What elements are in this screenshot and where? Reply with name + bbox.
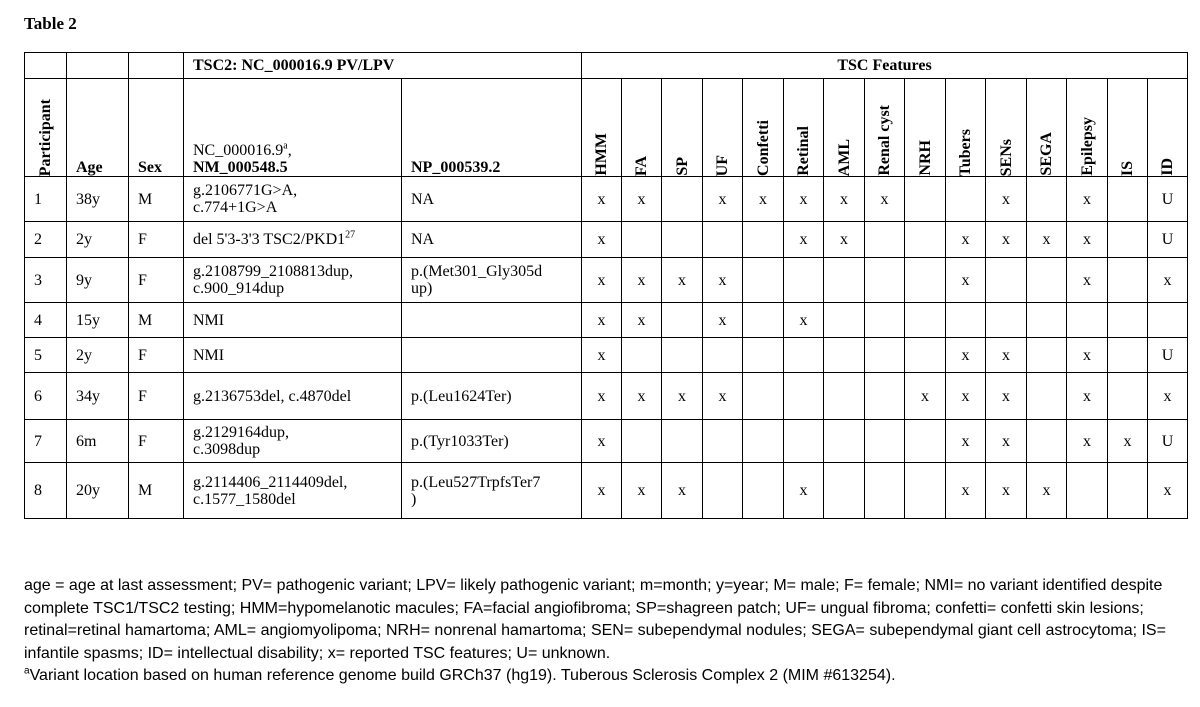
protein-text: p.(Tyr1033Ter) (411, 432, 509, 450)
age-cell: 2y (67, 222, 129, 258)
feature-cell (1108, 303, 1148, 338)
feature-cell (865, 303, 905, 338)
feature-header: AML (835, 138, 853, 176)
age-cell: 2y (67, 338, 129, 373)
variant-location-text: Variant location based on human reference genome build GRCh37 (hg19). Tuberous Sclerosis Complex 2 (MIM #613254). (29, 667, 896, 684)
variant-cell (184, 338, 402, 373)
feature-cell (784, 373, 824, 420)
variant-text: g.2129164dup, (193, 424, 289, 441)
variant-text: c.3098dup (193, 441, 261, 458)
protein-cell (402, 420, 582, 463)
nc-accession-comma: , (287, 142, 292, 159)
nm-accession-label: NM_000548.5 (193, 159, 288, 176)
np-header: NP_000539.2 (402, 79, 582, 177)
feature-cell (824, 338, 865, 373)
feature-cell: x (582, 258, 622, 303)
feature-cell (743, 258, 784, 303)
feature-cell (1027, 373, 1067, 420)
protein-cell (402, 258, 582, 303)
feature-cell (905, 463, 946, 519)
age-header: Age (67, 79, 129, 177)
feature-cell (865, 258, 905, 303)
participant-cell: 1 (25, 177, 67, 222)
feature-cell (986, 303, 1027, 338)
feature-header: ID (1159, 158, 1176, 176)
feature-cell (986, 258, 1027, 303)
feature-cell: x (986, 420, 1027, 463)
feature-cell: x (582, 338, 622, 373)
feature-cell (1108, 222, 1148, 258)
feature-cell (824, 373, 865, 420)
feature-header-cell (622, 79, 662, 177)
feature-cell: x (622, 463, 662, 519)
feature-cell (824, 463, 865, 519)
feature-cell: U (1148, 222, 1188, 258)
feature-cell (1027, 420, 1067, 463)
feature-cell: x (662, 258, 703, 303)
feature-cell: x (1027, 222, 1067, 258)
feature-cell: x (1148, 258, 1188, 303)
feature-cell: x (1148, 463, 1188, 519)
variant-cell (184, 373, 402, 420)
feature-header-cell (1148, 79, 1188, 177)
feature-header-cell (1027, 79, 1067, 177)
feature-header-cell (986, 79, 1027, 177)
feature-cell (743, 373, 784, 420)
feature-cell: x (946, 222, 986, 258)
feature-cell (662, 303, 703, 338)
feature-cell (662, 222, 703, 258)
feature-header-cell (1108, 79, 1148, 177)
feature-cell (743, 222, 784, 258)
feature-header: SP (673, 157, 691, 176)
feature-header: Tubers (957, 128, 974, 176)
variant-cell (184, 222, 402, 258)
feature-header: UF (714, 154, 731, 176)
variant-text: del 5'3-3'3 TSC2/PKD1 (193, 231, 346, 248)
feature-cell (824, 303, 865, 338)
feature-cell: x (703, 303, 743, 338)
participant-cell: 4 (25, 303, 67, 338)
feature-cell (1067, 303, 1108, 338)
feature-cell (905, 222, 946, 258)
feature-header: Confetti (754, 120, 772, 176)
feature-cell: x (946, 258, 986, 303)
feature-cell: x (1067, 177, 1108, 222)
participant-cell: 7 (25, 420, 67, 463)
table-row (25, 338, 1188, 373)
feature-cell (743, 463, 784, 519)
feature-cell: x (986, 373, 1027, 420)
feature-cell (622, 420, 662, 463)
variant-text: NMI (193, 311, 225, 329)
participant-cell: 5 (25, 338, 67, 373)
table-row (25, 222, 1188, 258)
protein-cell (402, 177, 582, 222)
sex-cell: F (129, 420, 184, 463)
table-row (25, 177, 1188, 222)
protein-cell (402, 303, 582, 338)
nc-accession-label: NC_000016.9 (193, 142, 284, 159)
feature-cell: x (784, 303, 824, 338)
feature-cell (784, 258, 824, 303)
variant-text: g.2108799_2108813dup, (193, 263, 353, 280)
feature-cell: x (582, 420, 622, 463)
feature-cell: x (946, 463, 986, 519)
group-header-row (25, 53, 1188, 79)
variant-cell (184, 463, 402, 519)
feature-cell (743, 420, 784, 463)
protein-text: p.(Leu1624Ter) (411, 387, 512, 405)
feature-header-cell (662, 79, 703, 177)
feature-cell: x (582, 463, 622, 519)
feature-header: NRH (916, 140, 934, 176)
feature-cell: x (582, 177, 622, 222)
abbreviations-note: age = age at last assessment; PV= pathogenic variant; LPV= likely pathogenic variant; m=month; y=year; M= male; F= female; NMI= no variant identified despite complete TSC1/TSC2 testing; HMM=hypomelanotic macules; FA=facial angiofibroma; SP=shagreen patch; UF= ungual fibroma; confetti= confetti skin lesions; retinal=retinal hamartoma; AML= angiomyolipoma; NRH= nonrenal hamartoma; SEN= subependymal nodules; SEGA= subependymal giant cell astrocytoma; IS= infantile spasms; ID= intellectual disability; x= reported TSC features; U= unknown. (24, 577, 1166, 662)
participant-cell: 6 (25, 373, 67, 420)
feature-cell: x (662, 463, 703, 519)
feature-cell (905, 420, 946, 463)
feature-cell: x (1067, 373, 1108, 420)
feature-cell: x (784, 222, 824, 258)
feature-cell (1108, 177, 1148, 222)
feature-cell (824, 258, 865, 303)
variant-text: c.774+1G>A (193, 199, 278, 216)
footnote-marker: a (24, 665, 30, 677)
feature-cell: U (1148, 420, 1188, 463)
feature-cell (905, 338, 946, 373)
feature-header-cell (824, 79, 865, 177)
feature-cell (703, 222, 743, 258)
participant-cell: 2 (25, 222, 67, 258)
feature-cell (946, 303, 986, 338)
feature-cell: x (1067, 222, 1108, 258)
feature-cell: x (824, 177, 865, 222)
nc-accession-footnote-marker: a (283, 140, 288, 152)
feature-cell (703, 338, 743, 373)
table-row (25, 303, 1188, 338)
feature-cell (703, 420, 743, 463)
feature-cell (905, 177, 946, 222)
feature-cell (1027, 258, 1067, 303)
feature-header-cell (865, 79, 905, 177)
feature-cell (622, 222, 662, 258)
feature-cell (662, 420, 703, 463)
table-footnotes (24, 575, 1184, 688)
protein-text: ) (411, 490, 417, 508)
feature-cell: x (1067, 338, 1108, 373)
feature-cell (1027, 338, 1067, 373)
feature-cell: x (1027, 463, 1067, 519)
feature-header: IS (1119, 160, 1136, 176)
feature-cell: x (946, 420, 986, 463)
feature-cell (1108, 338, 1148, 373)
feature-cell: x (1067, 420, 1108, 463)
nc-nm-header (184, 79, 402, 177)
sex-cell: F (129, 338, 184, 373)
feature-cell (824, 420, 865, 463)
feature-header-cell (582, 79, 622, 177)
feature-cell: x (905, 373, 946, 420)
feature-cell (946, 177, 986, 222)
feature-cell (905, 258, 946, 303)
feature-cell: x (865, 177, 905, 222)
participant-header-cell (25, 79, 67, 177)
empty-header-cell (25, 53, 67, 79)
tsc-features-group-header: TSC Features (582, 53, 1188, 79)
feature-cell (865, 222, 905, 258)
variant-cell (184, 177, 402, 222)
feature-header-cell (1067, 79, 1108, 177)
feature-cell: x (784, 463, 824, 519)
table-row (25, 463, 1188, 519)
participant-cell: 8 (25, 463, 67, 519)
feature-cell (865, 373, 905, 420)
protein-text: NA (411, 190, 435, 208)
feature-cell (865, 463, 905, 519)
variant-text: g.2106771G>A, (193, 182, 298, 199)
feature-header: SENs (997, 138, 1015, 176)
feature-cell: x (622, 258, 662, 303)
age-cell: 15y (67, 303, 129, 338)
feature-header-cell (946, 79, 986, 177)
participant-cell: 3 (25, 258, 67, 303)
age-cell: 20y (67, 463, 129, 519)
feature-cell (662, 177, 703, 222)
feature-cell: x (662, 373, 703, 420)
feature-header: Retinal (795, 126, 812, 176)
feature-cell (784, 338, 824, 373)
feature-cell (1108, 258, 1148, 303)
table-title: Table 2 (24, 14, 77, 33)
sex-cell: F (129, 373, 184, 420)
feature-header: FA (633, 155, 650, 176)
feature-cell: x (946, 373, 986, 420)
table-row (25, 373, 1188, 420)
feature-cell (865, 420, 905, 463)
variant-location-note (24, 665, 1184, 688)
feature-cell: x (582, 222, 622, 258)
feature-cell: x (784, 177, 824, 222)
feature-header-cell (743, 79, 784, 177)
feature-cell: x (946, 338, 986, 373)
feature-cell: x (622, 303, 662, 338)
feature-header: SEGA (1038, 132, 1055, 176)
feature-header-cell (703, 79, 743, 177)
feature-cell (1108, 463, 1148, 519)
feature-cell (662, 338, 703, 373)
feature-cell: x (986, 338, 1027, 373)
feature-header: Renal cyst (876, 105, 893, 176)
feature-header-cell (784, 79, 824, 177)
sex-cell: F (129, 222, 184, 258)
feature-cell: x (824, 222, 865, 258)
sex-cell: M (129, 463, 184, 519)
feature-cell: x (703, 373, 743, 420)
feature-cell: x (622, 177, 662, 222)
sex-cell: F (129, 258, 184, 303)
feature-cell (905, 303, 946, 338)
sex-cell: M (129, 303, 184, 338)
feature-cell (784, 420, 824, 463)
variant-cell (184, 420, 402, 463)
variant-text: NMI (193, 346, 225, 364)
variant-cell (184, 258, 402, 303)
age-cell: 9y (67, 258, 129, 303)
age-cell: 38y (67, 177, 129, 222)
protein-text: p.(Leu527TrpfsTer7 (411, 473, 541, 491)
feature-cell: x (1108, 420, 1148, 463)
feature-cell: x (622, 373, 662, 420)
age-cell: 34y (67, 373, 129, 420)
feature-cell: U (1148, 338, 1188, 373)
feature-header-cell (905, 79, 946, 177)
participant-header: Participant (37, 98, 54, 176)
feature-cell (743, 303, 784, 338)
feature-cell: x (743, 177, 784, 222)
variant-text: c.1577_1580del (193, 490, 296, 508)
tsc2-group-header: TSC2: NC_000016.9 PV/LPV (184, 53, 582, 79)
feature-cell: x (1067, 258, 1108, 303)
feature-cell (743, 338, 784, 373)
column-header-row (25, 79, 1188, 177)
feature-cell (1108, 373, 1148, 420)
protein-text: up) (411, 280, 433, 297)
feature-cell: x (582, 303, 622, 338)
feature-header: HMM (593, 133, 610, 176)
table-row (25, 420, 1188, 463)
feature-cell: x (582, 373, 622, 420)
variant-feature-table (24, 52, 1188, 519)
protein-text: p.(Met301_Gly305d (411, 263, 543, 280)
table-row (25, 258, 1188, 303)
feature-cell (1027, 303, 1067, 338)
feature-cell (703, 463, 743, 519)
empty-header-cell (129, 53, 184, 79)
protein-cell (402, 463, 582, 519)
protein-cell (402, 222, 582, 258)
feature-cell: x (986, 222, 1027, 258)
feature-cell (1027, 177, 1067, 222)
sex-header: Sex (129, 79, 184, 177)
variant-text: g.2136753del, c.4870del (193, 387, 352, 405)
sex-cell: M (129, 177, 184, 222)
age-cell: 6m (67, 420, 129, 463)
variant-text: g.2114406_2114409del, (193, 473, 348, 491)
feature-cell: x (986, 463, 1027, 519)
variant-cell (184, 303, 402, 338)
protein-text: NA (411, 231, 435, 248)
feature-cell (1148, 303, 1188, 338)
feature-cell (865, 338, 905, 373)
feature-cell: x (703, 258, 743, 303)
feature-cell: x (1148, 373, 1188, 420)
reference-superscript: 27 (345, 229, 356, 241)
protein-cell (402, 373, 582, 420)
empty-header-cell (67, 53, 129, 79)
feature-cell: U (1148, 177, 1188, 222)
feature-cell (622, 338, 662, 373)
variant-text: c.900_914dup (193, 280, 285, 297)
feature-cell: x (986, 177, 1027, 222)
protein-cell (402, 338, 582, 373)
feature-cell (1067, 463, 1108, 519)
feature-header: Epilepsy (1078, 117, 1096, 176)
feature-cell: x (703, 177, 743, 222)
